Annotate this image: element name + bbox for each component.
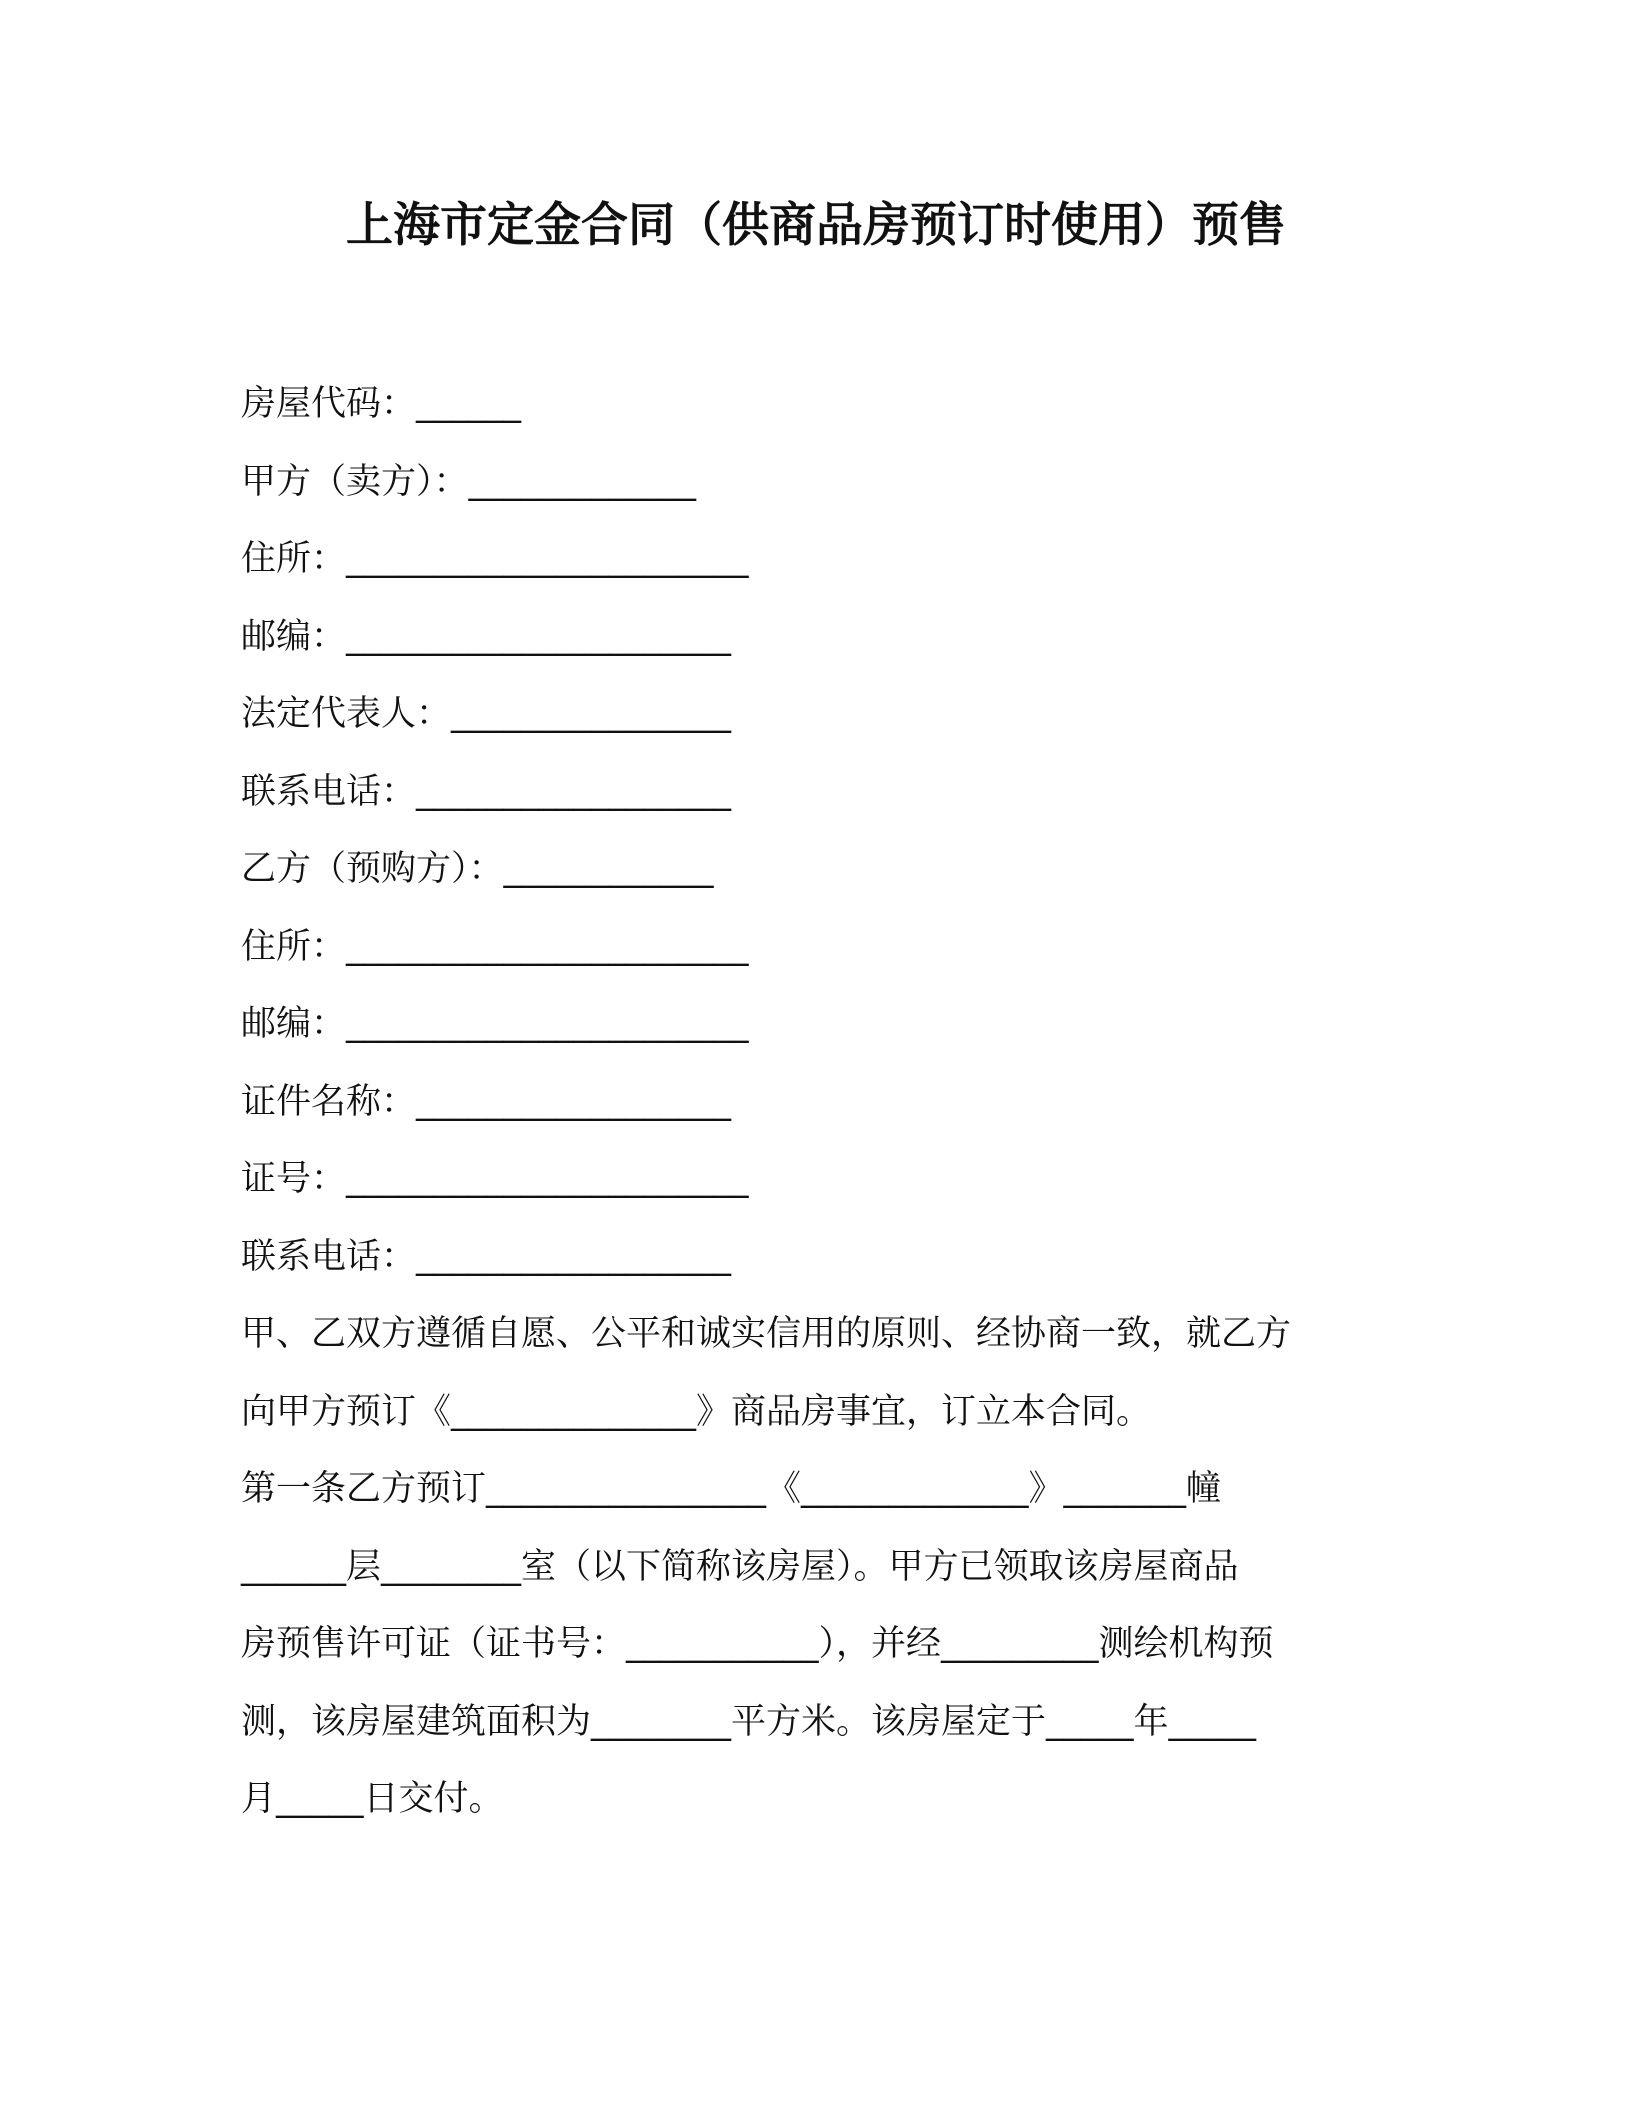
- field-party-b-phone: 联系电话：__________________: [241, 1236, 732, 1277]
- field-id-number: 证号：_______________________: [241, 1159, 749, 1199]
- paragraph-intro-line-1: 甲、乙双方遵循自愿、公平和诚实信用的原则、经协商一致，就乙方: [241, 1314, 1292, 1354]
- field-house-code: 房屋代码：______: [241, 384, 522, 424]
- article-1-line-3: 房预售许可证（证书号：___________），并经_________测绘机构预: [241, 1624, 1274, 1664]
- document-body: [241, 366, 1401, 1839]
- field-party-b-postcode: 邮编：_______________________: [241, 1004, 749, 1044]
- field-party-b-address: 住所：_______________________: [241, 926, 749, 967]
- article-1-line-2: ______层________室（以下简称该房屋）。甲方已领取该房屋商品: [241, 1546, 1239, 1587]
- field-party-a-phone: 联系电话：__________________: [241, 771, 732, 812]
- article-1-line-5: 月_____日交付。: [241, 1779, 504, 1819]
- field-id-type: 证件名称：__________________: [241, 1081, 732, 1122]
- field-party-a-address: 住所：_______________________: [241, 539, 749, 579]
- page-title: 上海市定金合同（供商品房预订时使用）预售: [346, 198, 1286, 253]
- field-party-a-postcode: 邮编：______________________: [241, 616, 732, 657]
- article-1-line-1: 第一条乙方预订________________《_____________》_______幢: [241, 1469, 1222, 1509]
- paragraph-intro-line-2: 向甲方预订《______________》商品房事宜，订立本合同。: [241, 1391, 1152, 1432]
- article-1-line-4: 测，该房屋建筑面积为________平方米。该房屋定于_____年_____: [241, 1701, 1257, 1742]
- field-party-b: 乙方（预购方）：____________: [241, 849, 714, 889]
- field-party-a: 甲方（卖方）：_____________: [241, 461, 697, 502]
- field-legal-representative: 法定代表人：________________: [241, 694, 732, 734]
